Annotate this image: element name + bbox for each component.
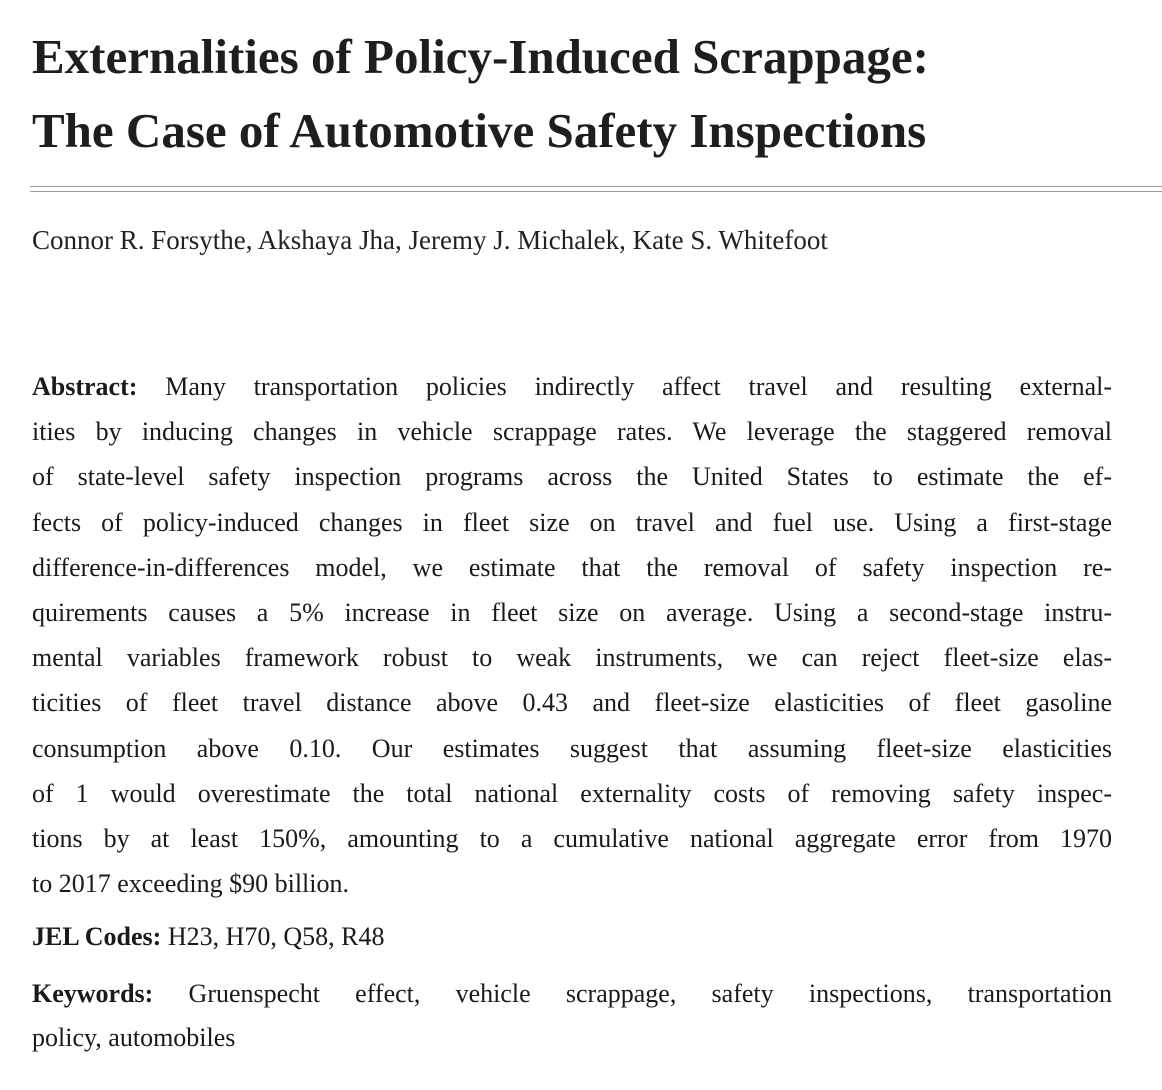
title-divider-top — [30, 186, 1162, 187]
abstract-line: mental variables framework robust to weak instruments, we can reject fleet-size elas- — [32, 643, 1112, 673]
title-divider-bottom — [30, 191, 1162, 192]
title-line-2: The Case of Automotive Safety Inspections — [32, 103, 927, 158]
abstract-line: tions by at least 150%, amounting to a cumulative national aggregate error from 1970 — [32, 824, 1112, 854]
abstract-line: of state-level safety inspection programs across the United States to estimate the ef- — [32, 462, 1112, 492]
keywords — [32, 972, 1112, 1060]
abstract-line: quirements causes a 5% increase in fleet size on average. Using a second-stage instru- — [32, 598, 1112, 628]
abstract-line: fects of policy-induced changes in fleet size on travel and fuel use. Using a first-stage — [32, 507, 1112, 537]
jel-label: JEL Codes: — [32, 922, 162, 951]
abstract-text: Many transportation policies indirectly affect travel and resulting external- — [137, 372, 1112, 401]
jel-value: H23, H70, Q58, R48 — [161, 922, 385, 951]
abstract-line: of 1 would overestimate the total national externality costs of removing safety inspec- — [32, 778, 1112, 808]
abstract-line: ities by inducing changes in vehicle scrappage rates. We leverage the staggered removal — [32, 417, 1112, 447]
paper-title — [32, 20, 1142, 168]
abstract-line: difference-in-differences model, we estimate that the removal of safety inspection re- — [32, 552, 1112, 582]
keywords-line: policy, automobiles — [32, 1023, 236, 1052]
keywords-text: Gruenspecht effect, vehicle scrappage, safety inspections, transportation — [153, 979, 1112, 1008]
abstract-line: ticities of fleet travel distance above 0.43 and fleet-size elasticities of fleet gasoline — [32, 688, 1112, 718]
abstract-paragraph — [32, 364, 1112, 906]
keywords-line — [32, 972, 1112, 1016]
abstract-line: consumption above 0.10. Our estimates suggest that assuming fleet-size elasticities — [32, 733, 1112, 763]
abstract-label: Abstract: — [32, 372, 138, 401]
abstract-line — [32, 364, 1112, 409]
title-line-1: Externalities of Policy-Induced Scrappage: — [32, 29, 929, 84]
keywords-label: Keywords: — [32, 979, 154, 1008]
abstract-line: to 2017 exceeding $90 billion. — [32, 869, 350, 899]
author-list: Connor R. Forsythe, Akshaya Jha, Jeremy J. Michalek, Kate S. Whitefoot — [32, 225, 828, 255]
jel-codes — [32, 914, 384, 959]
